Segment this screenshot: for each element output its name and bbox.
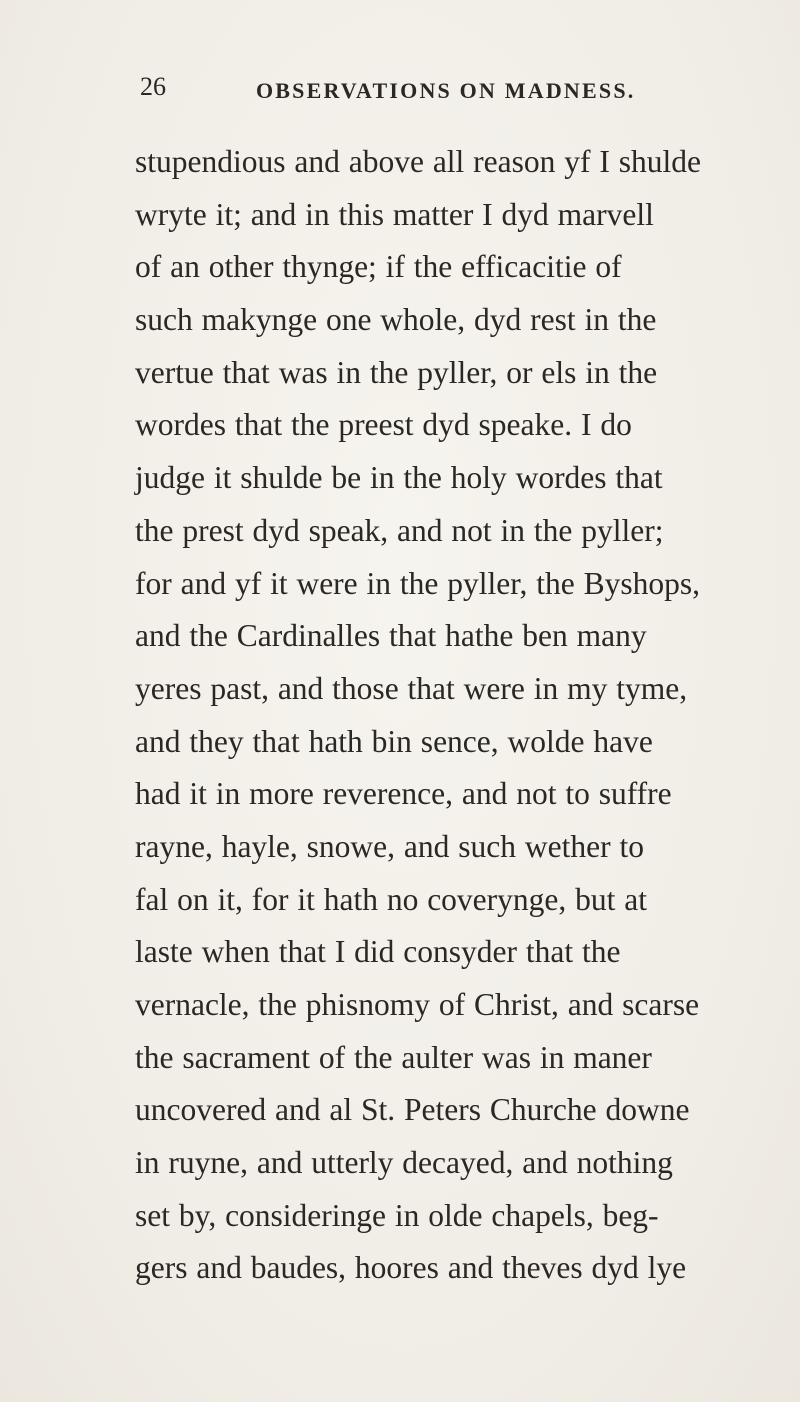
text-line: and they that hath bin sence, wolde have: [135, 723, 653, 759]
text-line: the prest dyd speak, and not in the pyller;: [135, 512, 664, 548]
text-line: vertue that was in the pyller, or els in the: [135, 354, 658, 390]
text-line: uncovered and al St. Peters Churche downe: [135, 1092, 690, 1128]
text-line: stupendious and above all reason yf I shulde: [135, 144, 701, 179]
running-head: OBSERVATIONS ON MADNESS.: [256, 78, 636, 103]
text-line: fal on it, for it hath no coverynge, but at: [135, 881, 647, 917]
text-line: laste when that I did consyder that the: [135, 934, 621, 970]
text-line: and the Cardinalles that hathe ben many: [135, 618, 647, 654]
text-line: judge it shulde be in the holy wordes that: [135, 460, 663, 496]
text-line: vernacle, the phisnomy of Christ, and scarse: [135, 987, 700, 1022]
page-number: 26: [140, 72, 166, 101]
text-line: set by, consideringe in olde chapels, beg-: [135, 1197, 659, 1233]
text-line: of an other thynge; if the efficacitie of: [135, 249, 622, 285]
text-line: wryte it; and in this matter I dyd marvell: [135, 196, 654, 232]
body-text: [135, 136, 755, 1295]
text-line: yeres past, and those that were in my tyme,: [135, 670, 688, 706]
text-line: rayne, hayle, snowe, and such wether to: [135, 828, 644, 864]
text-line: such makynge one whole, dyd rest in the: [135, 302, 657, 338]
text-line: in ruyne, and utterly decayed, and nothing: [135, 1145, 673, 1181]
page-header: [140, 72, 700, 112]
text-line: had it in more reverence, and not to suffre: [135, 776, 672, 812]
text-line: gers and baudes, hoores and theves dyd lye: [135, 1250, 687, 1286]
text-line: for and yf it were in the pyller, the Byshops,: [135, 565, 700, 601]
text-line: the sacrament of the aulter was in maner: [135, 1039, 652, 1075]
text-line: wordes that the preest dyd speake. I do: [135, 407, 632, 443]
